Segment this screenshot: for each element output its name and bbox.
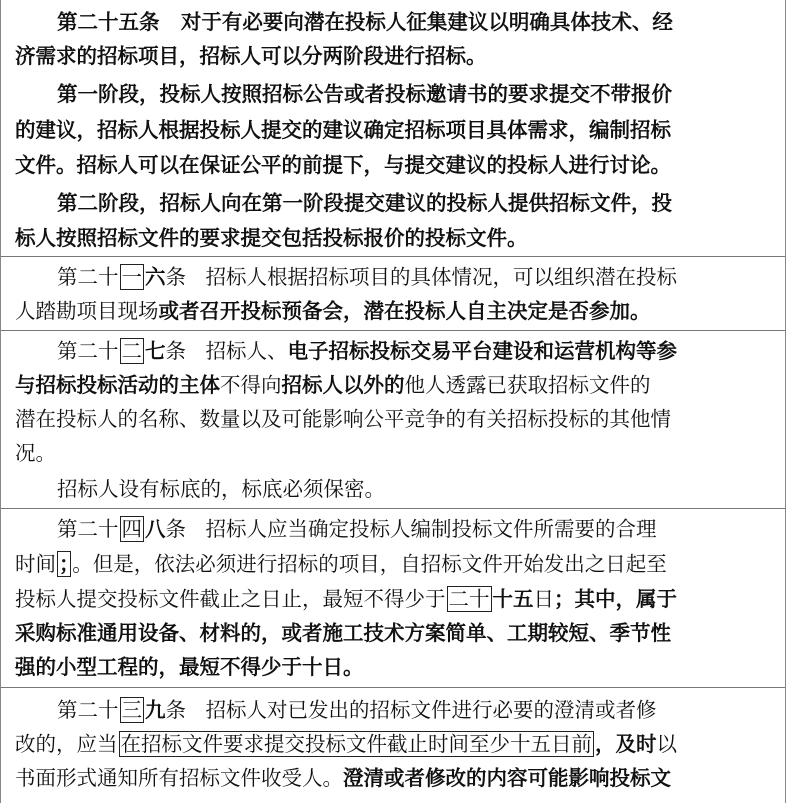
article-29 — [1, 688, 785, 803]
article-25-line-5: 文件。招标人可以在保证公平的前提下，与提交建议的投标人进行讨论。 — [15, 153, 671, 177]
article-29-line-1 — [57, 694, 657, 726]
article-27-line-1 — [57, 335, 677, 367]
article-25-text: 对于有必要向潜在投标人征集建议以明确具体技术、经 — [180, 10, 673, 34]
article-26-line-2 — [15, 295, 651, 327]
article-28 — [1, 509, 785, 687]
article-29-text-a: 改的，应当 — [15, 732, 118, 756]
article-26 — [1, 257, 785, 330]
article-27-new-number: 七 — [145, 339, 166, 363]
article-27-line-2 — [15, 369, 651, 401]
article-28-text-e: ；其中，属于 — [554, 587, 677, 611]
article-28-deleted-days: 二十 — [448, 587, 490, 611]
article-26-new-number: 六 — [145, 265, 166, 289]
article-28-prefix: 第二十 — [57, 517, 119, 541]
article-29-prefix: 第二十 — [57, 698, 119, 722]
article-25-line-2: 济需求的招标项目，招标人可以分两阶段进行招标。 — [15, 44, 487, 68]
article-28-old-number: 四 — [121, 517, 142, 541]
article-26-suffix: 条 — [165, 265, 186, 289]
article-27-prefix: 第二十 — [57, 339, 119, 363]
article-28-line-5: 强的小型工程的，最短不得少于十日。 — [15, 655, 364, 679]
article-28-line-4: 采购标准通用设备、材料的，或者施工技术方案简单、工期较短、季节性 — [15, 621, 671, 645]
article-28-text-a: 时间 — [15, 552, 56, 576]
article-27-text-bold-c: 招标人以外的 — [281, 373, 405, 397]
article-27-line-5: 招标人设有标底的，标底必须保密。 — [57, 477, 385, 501]
article-26-text: 招标人根据招标项目的具体情况，可以组织潜在投标 — [205, 265, 678, 289]
article-29-line-2 — [15, 728, 677, 760]
article-25-line-3: 第一阶段，投标人按照招标公告或者投标邀请书的要求提交不带报价 — [57, 82, 672, 106]
article-28-text-b: 。但是，依法必须进行招标的项目，自招标文件开始发出之日起至 — [72, 552, 667, 576]
article-27-text-plain: 招标人、 — [205, 339, 288, 363]
article-29-new-number: 九 — [145, 698, 166, 722]
article-28-text-d: 日 — [533, 587, 554, 611]
article-27-text-bold-a: 与招标投标活动的主体 — [15, 373, 220, 397]
article-28-text: 招标人应当确定投标人编制投标文件所需要的合理 — [205, 517, 657, 541]
article-27-old-number: 二 — [121, 339, 142, 363]
article-28-line-1 — [57, 513, 657, 545]
article-25-number: 第二十五条 — [57, 10, 160, 34]
article-25-line-4: 的建议，招标人根据投标人提交的建议确定招标项目具体需求，编制招标 — [15, 118, 671, 142]
article-29-text-e: 澄清或者修改的内容可能影响投标文 — [343, 766, 671, 790]
article-29-text-b: ，及时 — [595, 732, 657, 756]
article-25-line-1 — [57, 6, 673, 38]
article-28-line-3 — [15, 583, 677, 615]
article-26-text-plain: 人踏勘项目现场 — [15, 299, 159, 323]
article-25 — [1, 0, 785, 256]
article-27-line-4: 况。 — [15, 441, 56, 465]
article-26-text-bold: 或者召开投标预备会，潜在投标人自主决定是否参加。 — [158, 299, 651, 323]
article-26-line-1 — [57, 261, 677, 293]
article-29-line-3 — [15, 762, 671, 794]
article-28-text-c: 投标人提交投标文件截止之日止，最短不得少于 — [15, 587, 446, 611]
article-29-text-c: 以 — [656, 732, 677, 756]
article-27-suffix: 条 — [165, 339, 186, 363]
article-28-suffix: 条 — [165, 517, 186, 541]
article-26-old-number: 一 — [121, 265, 142, 289]
article-27-text-bold: 电子招标投标交易平台建设和运营机构等参 — [287, 339, 678, 363]
article-25-line-7: 标人按照招标文件的要求提交包括投标报价的投标文件。 — [15, 226, 528, 250]
article-27 — [1, 331, 785, 508]
article-29-suffix: 条 — [165, 698, 186, 722]
article-29-text-d: 书面形式通知所有招标文件收受人。 — [15, 766, 343, 790]
article-27-text-plain-b: 不得向 — [220, 373, 282, 397]
article-28-new-days: 十五 — [492, 587, 534, 611]
article-28-new-number: 八 — [145, 517, 166, 541]
article-25-line-6: 第二阶段，招标人向在第一阶段提交建议的投标人提供招标文件，投 — [57, 191, 672, 215]
article-29-text: 招标人对已发出的招标文件进行必要的澄清或者修 — [205, 698, 657, 722]
article-27-line-3: 潜在投标人的名称、数量以及可能影响公平竞争的有关招标投标的其他情 — [15, 407, 671, 431]
article-29-deleted-phrase: 在招标文件要求提交投标文件截止时间至少十五日前 — [120, 732, 592, 756]
article-26-prefix: 第二十 — [57, 265, 119, 289]
article-29-old-number: 三 — [121, 698, 142, 722]
article-28-line-2 — [15, 548, 667, 580]
article-28-deleted-mark: ； — [59, 552, 70, 576]
article-27-text-plain-d: 他人透露已获取招标文件的 — [404, 373, 651, 397]
